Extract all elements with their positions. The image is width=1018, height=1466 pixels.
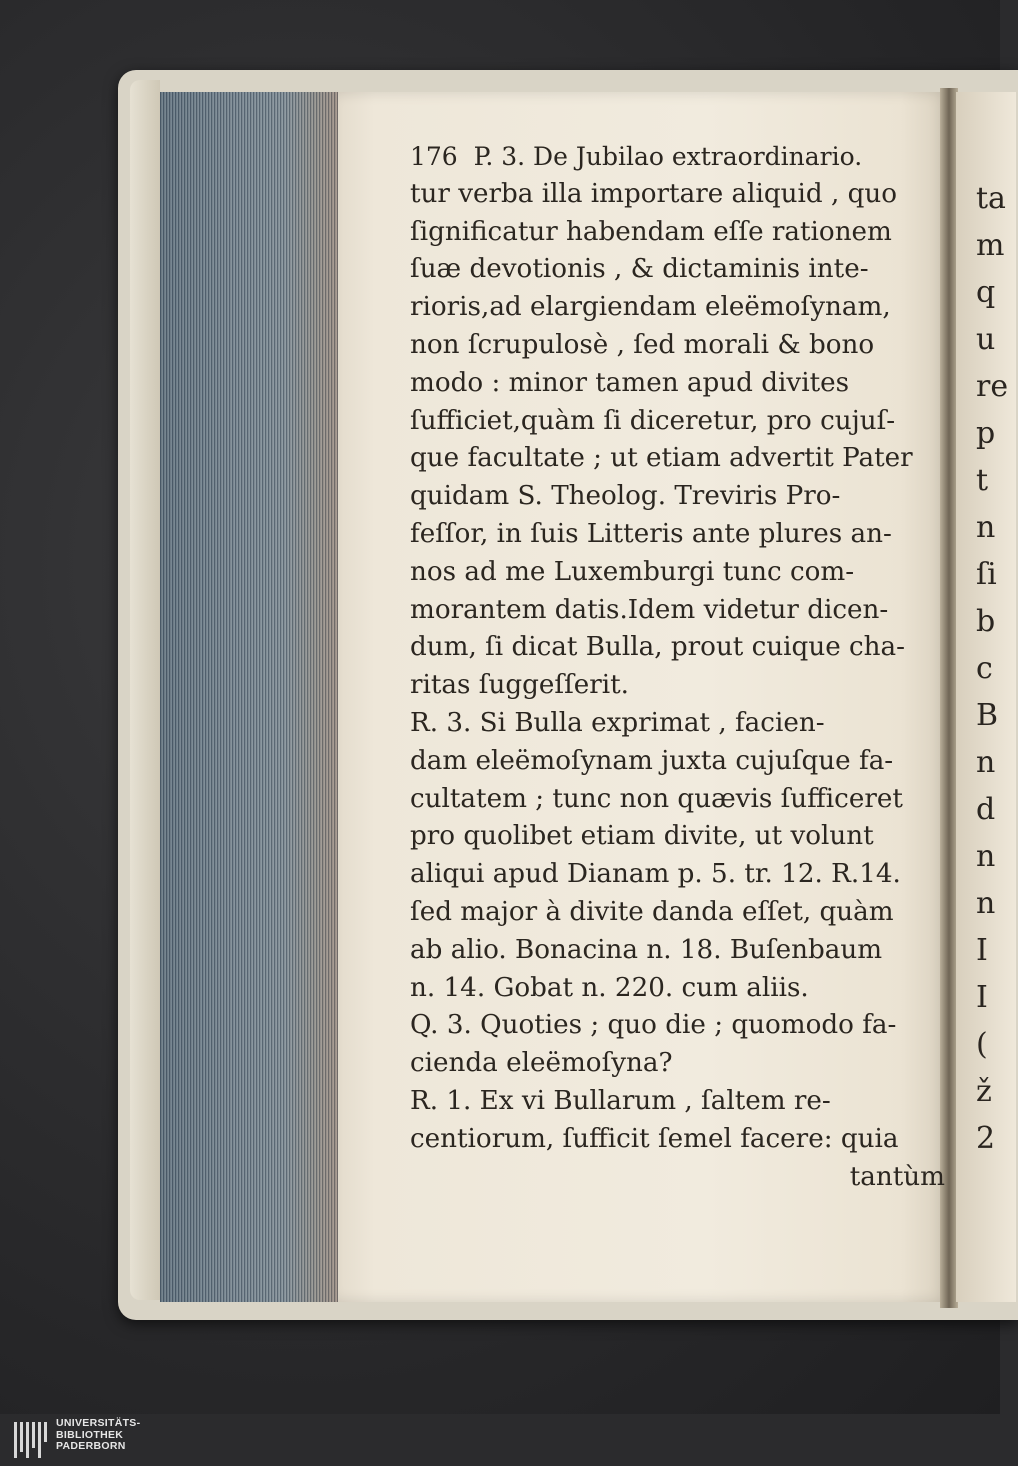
facing-page-fragment: ta [976, 181, 1006, 216]
facing-page-fragment: 2 [976, 1121, 996, 1156]
facing-page-fragment: n [976, 510, 996, 545]
text-line: non ſcrupulosè , ſed morali & bono [410, 329, 875, 360]
facing-page-fragment: ( [976, 1027, 988, 1062]
library-logo-line: BIBLIOTHEK [56, 1428, 124, 1441]
facing-page-fragment: I [976, 933, 988, 968]
text-line: cultatem ; tunc non quævis ſufficeret [410, 783, 903, 814]
page-block-edge [160, 92, 338, 1302]
text-line: cienda eleëmoſyna? [410, 1048, 673, 1079]
library-logo-text [56, 1418, 140, 1453]
text-line: ſuæ devotionis , & dictaminis inte- [410, 254, 869, 285]
text-line: ſufficiet,quàm ſi diceretur, pro cujuſ- [410, 405, 896, 436]
library-logo-line: PADERBORN [56, 1440, 126, 1452]
text-line: tur verba illa importare aliquid , quo [410, 178, 898, 209]
text-line: aliqui apud Dianam p. 5. tr. 12. R.14. [410, 859, 901, 890]
text-line: Q. 3. Quoties ; quo die ; quomodo fa- [410, 1010, 897, 1041]
facing-page-fragment: n [976, 745, 996, 780]
text-line: nos ad me Luxemburgi tunc com- [410, 556, 855, 587]
text-line: que facultate ; ut etiam advertit Pater [410, 443, 913, 474]
facing-page-fragment: b [976, 604, 996, 639]
library-logo-line: UNIVERSITÄTS- [56, 1417, 141, 1429]
text-line: dam eleëmoſynam juxta cujuſque fa- [410, 745, 894, 776]
text-line: morantem datis.Idem videtur dicen- [410, 594, 889, 625]
text-line: ſed major à divite danda eſſet, quàm [410, 896, 894, 927]
facing-page-fragment: I [976, 980, 988, 1015]
facing-page-fragment: n [976, 839, 996, 874]
facing-page-fragment: t [976, 463, 989, 498]
text-line: n. 14. Gobat n. 220. cum aliis. [410, 972, 809, 1003]
text-line: rioris,ad elargiendam eleëmoſynam, [410, 292, 891, 323]
facing-page-fragment: B [976, 698, 999, 733]
text-line: R. 3. Si Bulla exprimat , facien- [410, 707, 825, 738]
right-page-fragment [956, 92, 1016, 1302]
text-line: tantùm [849, 1161, 945, 1192]
facing-page-fragment: n [976, 886, 996, 921]
text-line: pro quolibet etiam divite, ut volunt [410, 821, 874, 852]
library-logo [0, 1414, 1000, 1466]
facing-page-fragment: p [976, 416, 996, 451]
text-line: dum, ſi dicat Bulla, prout cuique cha- [410, 632, 906, 663]
facing-page-fragment: ſi [976, 557, 997, 592]
facing-page-fragment: u [976, 322, 996, 357]
text-line: ab alio. Bonacina n. 18. Buſenbaum [410, 934, 883, 965]
facing-page-fragment: d [976, 792, 996, 827]
facing-page-fragment: ž [976, 1074, 992, 1109]
text-line: R. 1. Ex vi Bullarum , ſaltem re- [410, 1085, 831, 1116]
running-head: 176 P. 3. De Jubilao extraordinario. [410, 142, 863, 171]
text-line: feſſor, in ſuis Litteris ante plures an- [410, 518, 892, 549]
text-line: quidam S. Theolog. Treviris Pro- [410, 481, 841, 512]
text-line: ſignificatur habendam eſſe rationem [410, 216, 892, 247]
page-text [410, 138, 945, 1196]
text-line: modo : minor tamen apud divites [410, 367, 850, 398]
cover-edge [130, 80, 160, 1300]
text-line: ritas ſuggeſſerit. [410, 670, 630, 701]
facing-page-fragment: m [976, 228, 1005, 263]
facing-page-fragment: re [976, 369, 1009, 404]
text-line: centiorum, ſufficit ſemel facere: quia [410, 1123, 899, 1154]
facing-page-fragment: q [976, 275, 996, 310]
library-logo-icon [14, 1422, 50, 1458]
facing-page-fragment: c [976, 651, 993, 686]
